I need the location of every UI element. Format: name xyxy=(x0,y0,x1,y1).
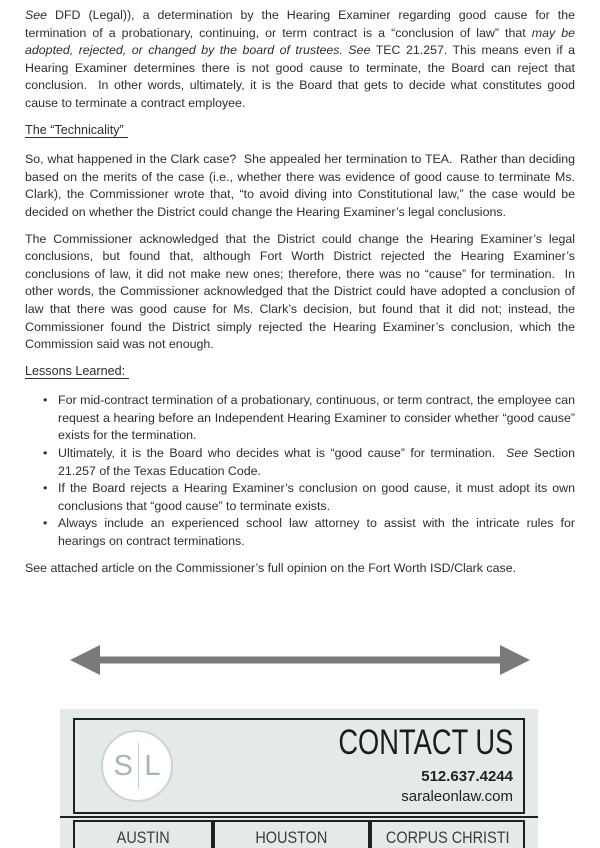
section-heading-technicality xyxy=(25,122,575,140)
list-item: • Always include an experienced school law attorney to assist with the intricate rules for hearings on contract terminations. xyxy=(58,515,575,550)
office-label: CORPUS CHRISTI xyxy=(385,828,510,848)
office-label: HOUSTON xyxy=(255,828,328,848)
list-item: • For mid-contract termination of a probationary, continuous, or term contract, the employee can request a hearing before an Independent Hearing Examiner to consider whether “good cause” exists for the termination. xyxy=(58,392,575,445)
website: saraleonlaw.com xyxy=(401,788,513,806)
list-item: • Ultimately, it is the Board who decides what is “good cause” for termination. See Section 21.257 of the Texas Education Code. xyxy=(58,445,575,480)
contact-box xyxy=(73,718,525,814)
contact-banner xyxy=(60,709,538,848)
phone-number: 512.637.4244 xyxy=(421,768,513,786)
heading-text: The “Technicality” xyxy=(25,123,128,138)
office-row xyxy=(73,820,525,848)
heading-text: Lessons Learned: xyxy=(25,364,129,379)
contact-info xyxy=(289,725,513,807)
office-houston xyxy=(213,820,369,848)
list-item: • If the Board rejects a Hearing Examiner’s conclusion on good cause, it must adopt its own conclusions that “good cause” to terminate exists. xyxy=(58,480,575,515)
paragraph-commissioner: The Commissioner acknowledged that the District could change the Hearing Examiner’s legal conclusions, but found that, although Fort Worth District rejected the Hearing Examiner’s conclusions of law, it did not make new ones; therefore, there was no “cause” for termination. In other words, the Commissioner acknowledged that the District could have adopted a conclusion of law that there was good cause for Ms. Clark’s decision, but found that it did not; instead, the Commissioner found the District simply rejected the Hearing Examiner’s conclusion, which the Commission said was not enough. xyxy=(25,231,579,352)
section-heading-lessons xyxy=(25,363,575,381)
contact-us-title: CONTACT US xyxy=(338,723,513,763)
paragraph-intro: See DFD (Legal)), a determination by the Hearing Examiner regarding good cause for the termination of a probationary, continuing, or term contract is a “conclusion of law” that may be adopted, rejected, or changed by the board of trustees. See TEC 21.257. This means even if a Hearing Examiner determines there is not good cause to terminate, the Board can reject that conclusion. In other words, ultimately, it is the Board that gets to decide what constitutes good cause to terminate a contract employee. xyxy=(25,8,579,110)
office-corpus-christi xyxy=(370,820,525,848)
paragraph-closing: See attached article on the Commissioner’s full opinion on the Fort Worth ISD/Clark case. xyxy=(25,560,517,575)
sl-logo xyxy=(101,730,173,802)
divider-arrow xyxy=(0,641,600,679)
office-label: AUSTIN xyxy=(116,828,170,848)
lessons-list xyxy=(25,392,579,550)
double-arrow-icon xyxy=(70,641,530,679)
banner-divider-line xyxy=(60,816,538,818)
logo-letter-s: S xyxy=(113,749,133,782)
paragraph-clark-case: So, what happened in the Clark case? She appealed her termination to TEA. Rather than deciding based on the merits of the case (i.e., whether there was evidence of good cause to terminate Ms. Clark), the Commissioner wrote that, “to avoid diving into Constitutional law,” the case would be decided on whether the District could change the Hearing Examiner’s legal conclusions. xyxy=(25,152,579,219)
logo-letter-l: L xyxy=(144,749,161,782)
office-austin xyxy=(73,820,213,848)
